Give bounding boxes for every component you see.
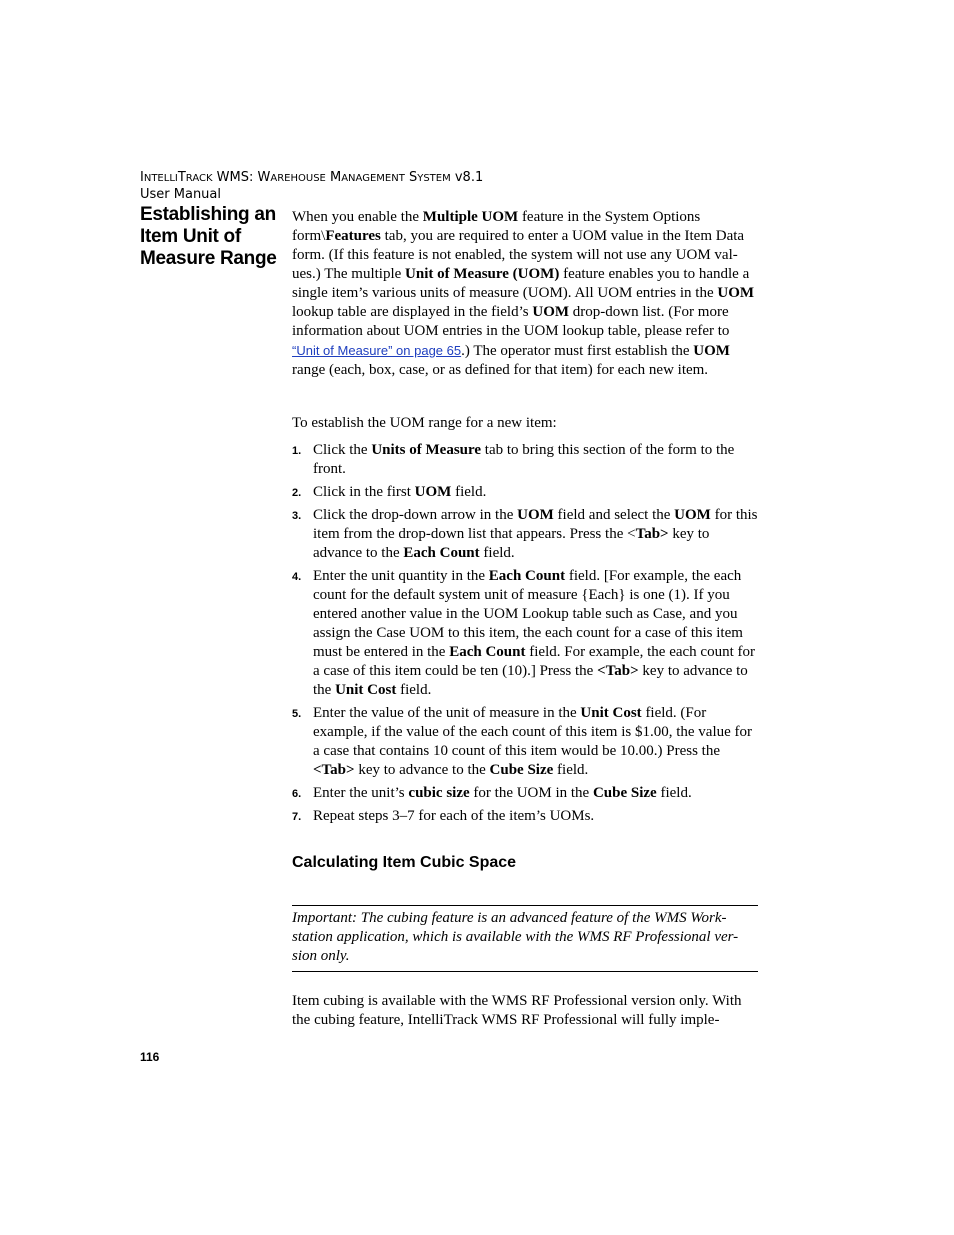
running-header-subtitle: User Manual (140, 187, 222, 202)
step-text: Repeat steps 3–7 for each of the item’s UOMs. (313, 808, 595, 824)
step-number: 3. (292, 510, 302, 522)
procedure-lead: To establish the UOM range for a new item: (292, 415, 557, 431)
cubing-paragraph: Item cubing is available with the WMS RF Professional version only. With the cubing feature, IntelliTrack WMS RF Professional will fully imple- (292, 993, 742, 1028)
procedure-step (292, 784, 758, 803)
step-text: Click the drop-down arrow in the UOM field and select the UOM for this item from the drop-down list that appears. Press the <Tab> key to advance to the Each Count field. (313, 507, 758, 561)
bold-term: Cube Size (489, 762, 554, 778)
bold-term: Each Count (449, 644, 526, 660)
step-number: 6. (292, 788, 302, 800)
step-text: Click in the first UOM field. (313, 484, 487, 500)
step-number: 4. (292, 571, 302, 583)
header-text-run: RACK (185, 173, 213, 184)
bold-term: Multiple UOM (422, 209, 519, 225)
header-text-run: W (257, 170, 271, 185)
step-text: Enter the unit’s cubic size for the UOM in the Cube Size field. (313, 785, 692, 801)
procedure-step (292, 483, 758, 502)
bold-term: UOM (717, 285, 755, 301)
header-text-run: NTELLI (143, 173, 178, 184)
bold-term: Each Count (403, 545, 480, 561)
header-text-run: v8.1 (450, 170, 484, 185)
step-text: Click the Units of Measure tab to bring this section of the form to the front. (313, 442, 735, 477)
procedure-step (292, 704, 758, 780)
header-text-run: AREHOUSE (270, 173, 326, 184)
header-text-run: WMS: (212, 170, 258, 185)
bold-term: UOM (674, 507, 711, 523)
bold-term: Units of Measure (371, 442, 482, 458)
procedure-step (292, 506, 758, 563)
bold-term: UOM (414, 484, 452, 500)
bold-term: cubic size (408, 785, 470, 801)
procedure-step (292, 441, 758, 479)
cross-reference-link[interactable]: “Unit of Measure” on page 65 (292, 343, 462, 358)
procedure-step (292, 567, 758, 700)
bold-term: <Tab> (597, 663, 639, 679)
bold-term: Cube Size (592, 785, 657, 801)
bold-term: Features (325, 228, 381, 244)
step-number: 2. (292, 487, 302, 499)
intro-paragraph: When you enable the Multiple UOM feature in the System Options form\Features tab, you are required to enter a UOM value in the Item Data form. (If this feature is not enabled, the system will not use any UOM val-ues.) The multiple Unit of Measure (UOM) feature enables you to handle a single item’s various units of measure (UOM). All UOM entries in the UOM lookup table are displayed in the field’s UOM drop-down list. (For more information about UOM entries in the UOM lookup table, please refer to “Unit of Measure” on page 65.) The operator must first establish the UOM range (each, box, case, or as defined for that item) for each new item. (292, 209, 755, 378)
bold-term: Unit Cost (335, 682, 397, 698)
subsection-heading: Calculating Item Cubic Space (292, 854, 517, 871)
step-text: Enter the value of the unit of measure in the Unit Cost field. (For example, if the value of the each count of this item is $1.00, the value for a case that contains 10 count of this item would be 10.00.) Press the <Tab> key to advance to the Cube Size field. (313, 705, 753, 778)
header-text-run: ANAGEMENT (341, 173, 405, 184)
step-number: 5. (292, 708, 302, 720)
section-heading: Establishing an Item Unit of Measure Range (140, 204, 277, 269)
important-note: Important: The cubing feature is an advanced feature of the WMS Work-station application, which is available with the WMS RF Professional ver-sion only. (292, 905, 758, 972)
header-text-run: YSTEM (417, 173, 451, 184)
bold-term: UOM (532, 304, 570, 320)
header-text-run: M (330, 170, 342, 185)
header-text-run: I (140, 170, 144, 185)
step-number: 7. (292, 811, 302, 823)
procedure-steps (292, 441, 758, 830)
bold-term: Each Count (488, 568, 566, 584)
page-number: 116 (140, 1050, 160, 1064)
bold-term: UOM (693, 343, 730, 359)
bold-term: <Tab> (313, 762, 355, 778)
step-text: Enter the unit quantity in the Each Count field. [For example, the each count for the default system unit of measure {Each} is one (1). If you entered another value in the UOM Lookup table such as Case, and you assign the Case UOM to this item, the each count for a case of this item must be entered in the Each Count field. For example, the each count for a case of this item could be ten (10).] Press the <Tab> key to advance to the Unit Cost field. (313, 568, 755, 698)
header-text-run: S (408, 170, 418, 185)
bold-term: Tab> (635, 526, 669, 542)
running-header-title (140, 170, 483, 187)
header-text-run: T (177, 170, 186, 185)
step-number: 1. (292, 445, 302, 457)
bold-term: Unit of Measure (UOM) (405, 266, 560, 282)
bold-term: Unit Cost (580, 705, 642, 721)
procedure-step (292, 807, 758, 826)
bold-term: UOM (517, 507, 554, 523)
